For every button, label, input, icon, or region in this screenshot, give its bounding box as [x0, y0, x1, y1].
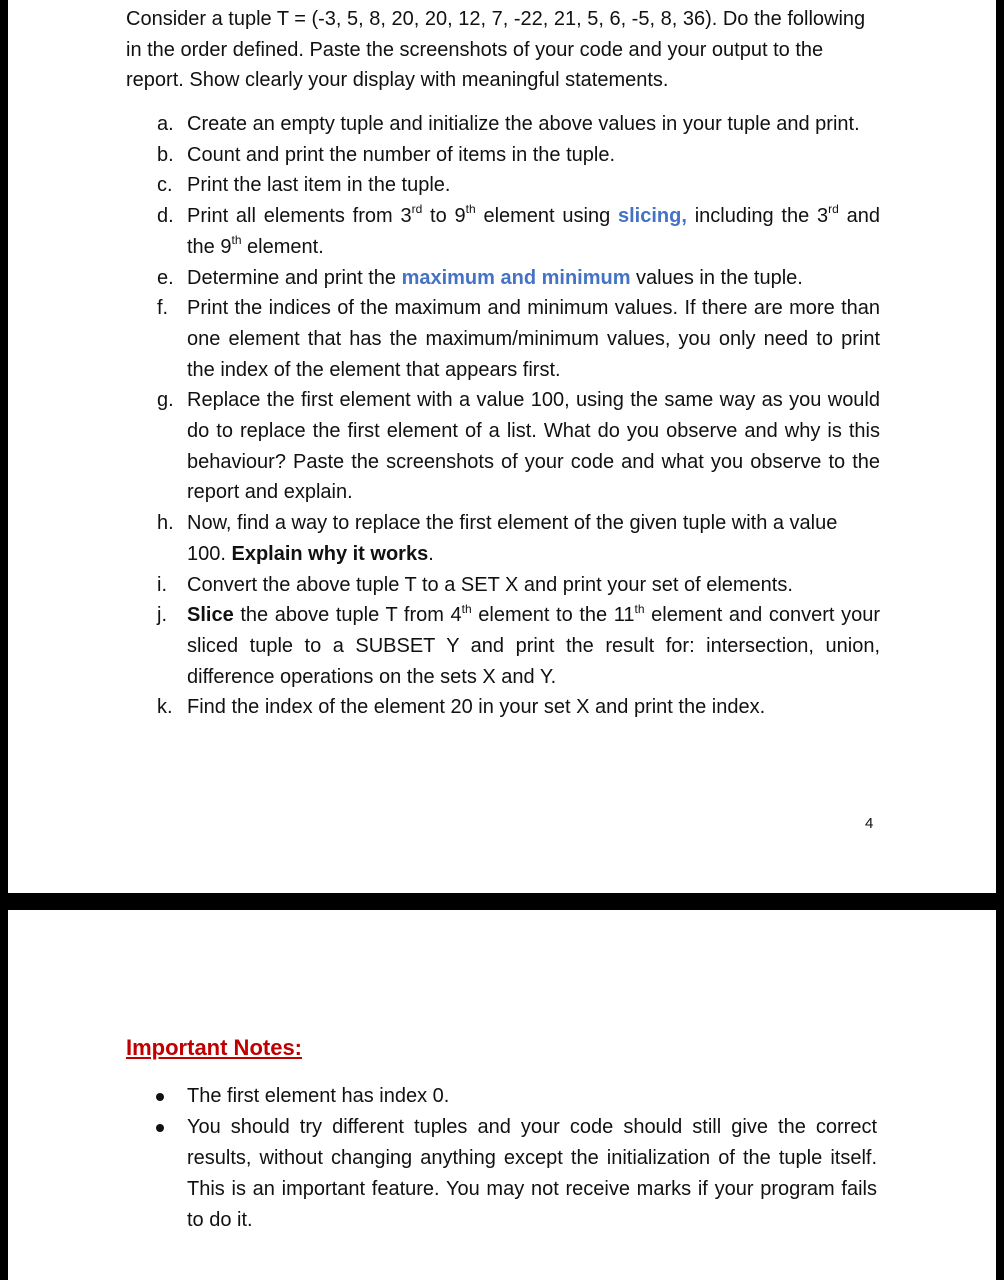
max-min-highlight: maximum and minimum: [401, 266, 631, 289]
task-b: b. Count and print the number of items in the tuple.: [157, 143, 616, 166]
slicing-highlight: slicing,: [618, 205, 687, 228]
problem-statement: Consider a tuple T = (-3, 5, 8, 20, 20, 12, 7, -22, 21, 5, 6, -5, 8, 36). Do the following in the order defined. Paste the screenshots of your code and your output to the report. Show clearly your display with meaningful statements.: [126, 8, 866, 91]
task-g: g. Replace the first element with a value 100, using the same way as you would do to replace the first element of a list. What do you observe and why is this behaviour? Paste the screenshots of your code and what you observe to the report and explain.: [157, 389, 880, 504]
note-item: You should try different tuples and your code should still give the correct results, without changing anything except the initialization of the tuple itself. This is an important feature. You may not receive marks if your program fails to do it.: [8, 1112, 877, 1236]
notes-heading: Important Notes:: [126, 1035, 302, 1060]
task-d: d. Print all elements from 3rd to 9th element using slicing, including the 3rd and the 9th element.: [157, 202, 880, 258]
notes-list: [8, 1081, 996, 1236]
task-i: i. Convert the above tuple T to a SET X and print your set of elements.: [157, 573, 793, 596]
note-item: The first element has index 0.: [8, 1081, 877, 1112]
task-c: c. Print the last item in the tuple.: [157, 174, 451, 197]
page-number: 4: [865, 815, 874, 832]
document-page-2: [8, 910, 996, 1280]
task-list: [8, 109, 996, 723]
task-h: h. Now, find a way to replace the first element of the given tuple with a value 100. Explain why it works.: [157, 512, 838, 565]
task-j: j. Slice the above tuple T from 4th element to the 11th element and convert your sliced tuple to a SUBSET Y and print the result for: intersection, union, difference operations on the sets X and Y.: [157, 601, 880, 688]
task-a: a. Create an empty tuple and initialize the above values in your tuple and print.: [157, 113, 860, 135]
task-e: e. Determine and print the maximum and minimum values in the tuple.: [157, 266, 803, 289]
task-k: k. Find the index of the element 20 in your set X and print the index.: [157, 696, 766, 719]
task-f: f. Print the indices of the maximum and minimum values. If there are more than one element that has the maximum/minimum values, you only need to print the index of the element that appears first.: [157, 297, 880, 381]
bullet-icon: [156, 1093, 164, 1101]
bullet-icon: [156, 1124, 164, 1132]
document-page-1: [8, 0, 996, 893]
